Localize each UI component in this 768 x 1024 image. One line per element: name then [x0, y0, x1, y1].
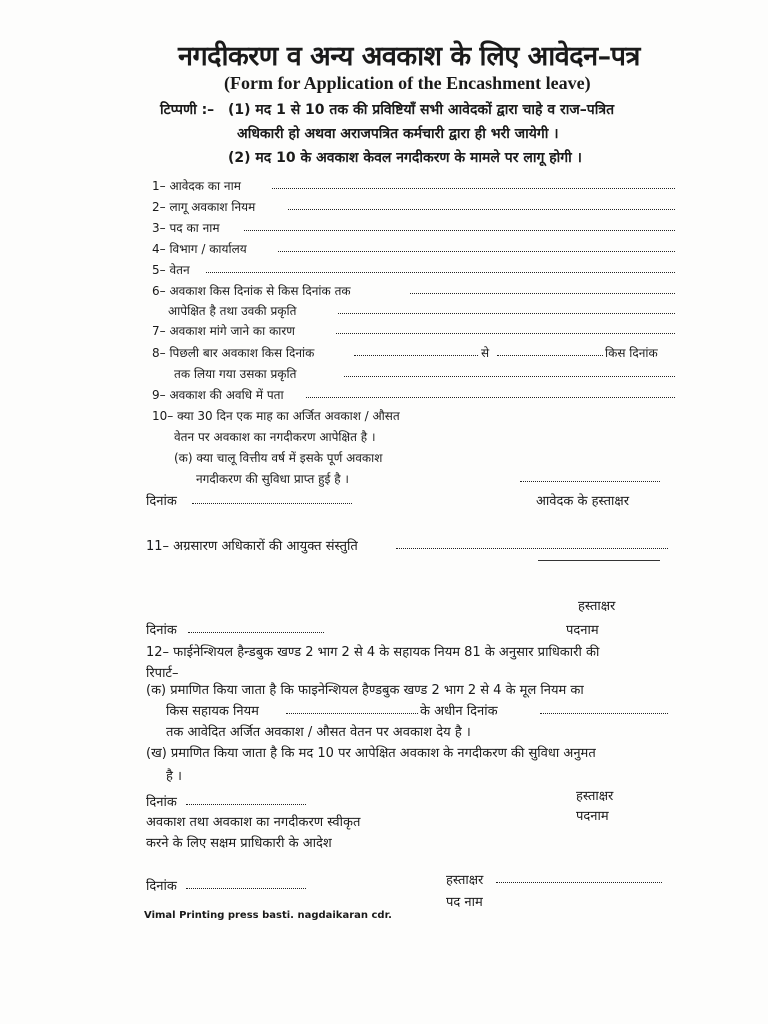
applicant-signature-blank[interactable]: [520, 481, 660, 482]
field-4-blank[interactable]: [278, 251, 675, 252]
field-7-blank[interactable]: [336, 333, 675, 334]
field-8-se: से: [481, 346, 490, 360]
section-12-ka-line2b: के अधीन दिनांक: [420, 704, 498, 719]
field-5-label: 5– वेतन: [152, 263, 190, 277]
section-12-signature: हस्ताक्षर: [576, 789, 614, 804]
field-10-label-c: (क) क्या चालू वित्तीय वर्ष में इसके पूर्ण अवकाश: [174, 451, 383, 465]
note-2: (2) मद 10 के अवकाश केवल नगदीकरण के मामले पर लागू होगी ।: [228, 150, 582, 166]
field-6-label-a: 6– अवकाश किस दिनांक से किस दिनांक तक: [152, 284, 351, 298]
form-subtitle: (Form for Application of the Encashment leave): [224, 73, 591, 93]
applicant-signature-label: आवेदक के हस्ताक्षर: [536, 494, 630, 509]
section-12-date-blank-2[interactable]: [186, 804, 306, 805]
section-12-ka-line1: (क) प्रमाणित किया जाता है कि फाइनेन्शियल हैण्डबुक खण्ड 2 भाग 2 से 4 के मूल नियम का: [146, 683, 584, 698]
applicant-date-blank[interactable]: [192, 503, 352, 504]
section-12-date-blank[interactable]: [540, 713, 668, 714]
field-8-label-b: तक लिया गया उसका प्रकृति: [174, 367, 297, 381]
approval-date-label: दिनांक: [146, 879, 177, 894]
note-1-line2: अधिकारी हो अथवा अराजपत्रित कर्मचारी द्वारा ही भरी जायेगी ।: [237, 126, 559, 142]
section-11-label: 11– अग्रसारण अधिकारों की आयुक्त संस्तुति: [146, 539, 358, 554]
approval-date-blank[interactable]: [186, 888, 306, 889]
section-12-kha-line1: (ख) प्रमाणित किया जाता है कि मद 10 पर आपेक्षित अवकाश के नगदीकरण की सुविधा अनुमत: [146, 746, 596, 761]
field-5-blank[interactable]: [206, 272, 675, 273]
field-10-label-d: नगदीकरण की सुविधा प्राप्त हुई है ।: [196, 472, 349, 486]
field-8-from-blank[interactable]: [354, 355, 478, 356]
approval-designation: पद नाम: [446, 895, 483, 910]
note-1-line1: (1) मद 1 से 10 तक की प्रविष्टियाँ सभी आवेदकों द्वारा चाहे व राज–पत्रित: [228, 102, 615, 118]
section-11-signature-line[interactable]: [538, 560, 660, 561]
approval-signature-blank[interactable]: [496, 882, 662, 883]
applicant-date-label: दिनांक: [146, 494, 177, 509]
section-12-line1: 12– फाईनेन्शियल हैन्डबुक खण्ड 2 भाग 2 से 4 के सहायक नियम 81 के अनुसार प्राधिकारी की: [146, 645, 600, 660]
field-8-blank-b[interactable]: [344, 376, 675, 377]
field-1-label: 1– आवेदक का नाम: [152, 179, 241, 193]
section-12-ka-line3: तक आवेदित अर्जित अवकाश / औसत वेतन पर अवकाश देय है ।: [166, 725, 471, 740]
field-10-label-a: 10– क्या 30 दिन एक माह का अर्जित अवकाश / औसत: [152, 409, 400, 423]
approval-line1: अवकाश तथा अवकाश का नगदीकरण स्वीकृत: [146, 815, 361, 830]
field-9-label: 9– अवकाश की अवधि में पता: [152, 388, 284, 402]
section-11-date-label: दिनांक: [146, 623, 177, 638]
section-12-date-label: दिनांक: [146, 795, 177, 810]
section-12-line2: रिपार्ट–: [146, 666, 179, 681]
section-11-date-blank[interactable]: [188, 632, 324, 633]
section-12-ka-line2a: किस सहायक नियम: [166, 704, 259, 719]
approval-signature: हस्ताक्षर: [446, 873, 484, 888]
field-8-to-blank[interactable]: [497, 355, 603, 356]
section-11-designation: पदनाम: [566, 623, 599, 638]
field-6-blank-b[interactable]: [338, 313, 675, 314]
field-1-blank[interactable]: [272, 188, 675, 189]
field-6-label-b: आपेक्षित है तथा उवकी प्रकृति: [168, 304, 297, 318]
field-3-label: 3– पद का नाम: [152, 221, 220, 235]
field-6-blank-a[interactable]: [410, 293, 675, 294]
section-12-kha-line2: है ।: [166, 769, 182, 784]
field-4-label: 4– विभाग / कार्यालय: [152, 242, 247, 256]
field-2-label: 2– लागू अवकाश नियम: [152, 200, 256, 214]
form-title: नगदीकरण व अन्य अवकाश के लिए आवेदन–पत्र: [178, 41, 640, 72]
field-7-label: 7– अवकाश मांगे जाने का कारण: [152, 324, 295, 338]
field-2-blank[interactable]: [288, 209, 675, 210]
printer-footer: Vimal Printing press basti. nagdaikaran cdr.: [144, 910, 392, 921]
section-11-blank[interactable]: [396, 548, 668, 549]
note-label: टिप्पणी :–: [160, 102, 215, 118]
approval-line2: करने के लिए सक्षम प्राधिकारी के आदेश: [146, 836, 332, 851]
section-12-designation: पदनाम: [576, 809, 609, 824]
field-10-label-b: वेतन पर अवकाश का नगदीकरण आपेक्षित है ।: [174, 430, 376, 444]
field-8-label-a: 8– पिछली बार अवकाश किस दिनांक: [152, 346, 315, 360]
field-8-kis: किस दिनांक: [605, 346, 658, 360]
field-3-blank[interactable]: [244, 230, 675, 231]
section-12-rule-blank[interactable]: [286, 713, 418, 714]
field-9-blank[interactable]: [306, 397, 675, 398]
section-11-signature: हस्ताक्षर: [578, 599, 616, 614]
